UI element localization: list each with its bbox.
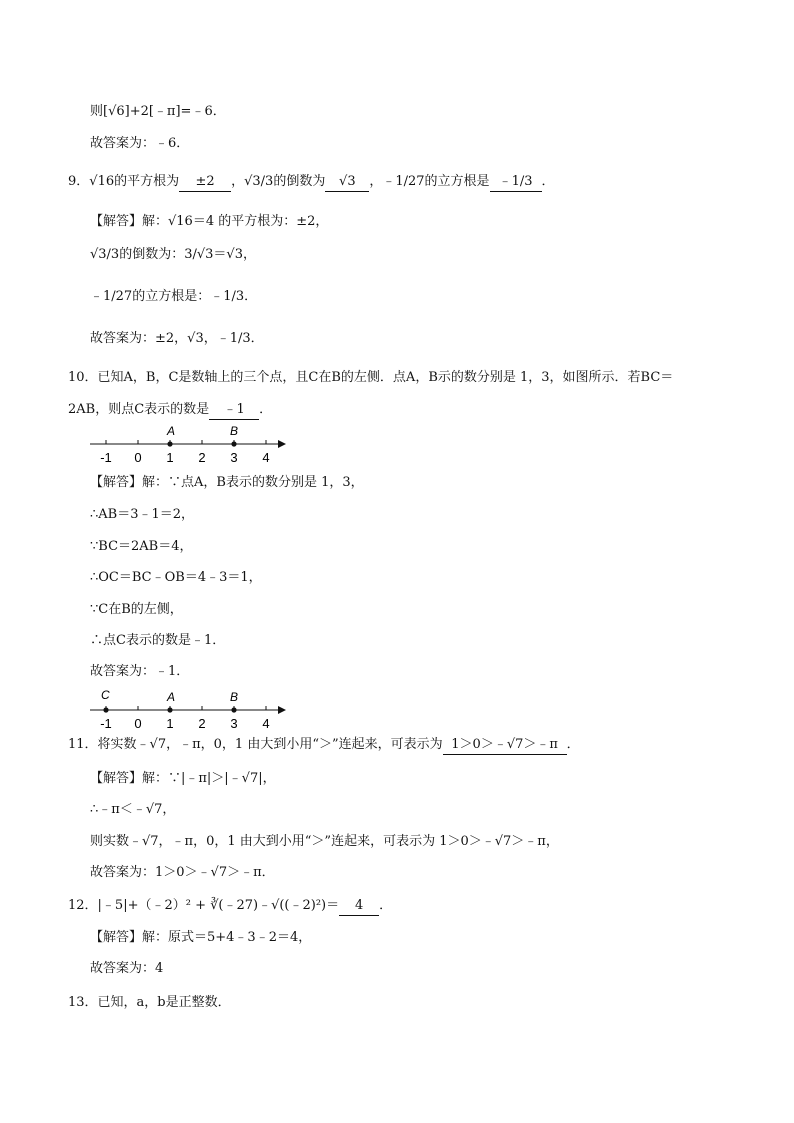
tick-label: 3 [230, 450, 238, 465]
answer-10-line-7: 故答案为：﹣1． [90, 664, 190, 679]
answer-10-line-6: ∴点C表示的数是﹣1． [90, 633, 226, 648]
q10-text: 2AB，则点C表示的数是 [68, 402, 210, 417]
point-b-marker [231, 441, 236, 446]
answer-11-line-3: 则实数﹣√7，﹣π，0，1 由大到小用“＞”连起来，可表示为 1＞0＞﹣√7＞﹣π， [90, 834, 559, 849]
q9-blank-1: ±2 [179, 173, 231, 192]
question-9 [68, 173, 555, 192]
q10-blank: ﹣1 [209, 401, 259, 420]
tick-label: 3 [230, 716, 238, 731]
q9-blank-2: √3 [325, 173, 369, 192]
answer-9-line-4: 故答案为：±2，√3，﹣1/3． [90, 331, 264, 346]
q12-blank: 4 [339, 897, 379, 916]
answer-9-line-3: ﹣1/27的立方根是：﹣1/3． [90, 289, 258, 304]
question-12 [68, 897, 392, 916]
point-a-marker [167, 707, 172, 712]
point-b-label: B [230, 690, 239, 704]
q9-number: 9． [68, 174, 90, 189]
tick-label: 2 [198, 716, 206, 731]
question-10-line-1: 10．已知A，B，C是数轴上的三个点，且C在B的左侧．点A，B示的数分别是 1，3，如图所示．若BC＝ [68, 370, 674, 385]
tick-label: -1 [100, 450, 112, 465]
answer-11-line-4: 故答案为：1＞0＞﹣√7＞﹣π． [90, 865, 275, 880]
answer-11-line-1: 【解答】解：∵|﹣π|＞|﹣√7|， [90, 771, 276, 786]
point-a-label: A [167, 690, 176, 704]
answer-10-line-3: ∵BC＝2AB＝4， [90, 539, 193, 554]
q9-text-d: ，﹣1/27的立方根是 [369, 174, 490, 189]
q11-text-end: ． [566, 737, 580, 752]
point-c-marker [103, 707, 108, 712]
q12-text-end: ． [379, 898, 393, 913]
point-a-marker [167, 441, 172, 446]
tick-label: 4 [262, 450, 270, 465]
tick-label: 4 [262, 716, 270, 731]
tick-label: 0 [134, 450, 142, 465]
answer-12-line-2: 故答案为：4 [90, 961, 164, 976]
question-11 [68, 736, 580, 755]
q11-text: 11．将实数﹣√7，﹣π，0，1 由大到小用“＞”连起来，可表示为 [68, 737, 443, 752]
answer-9-line-2: √3/3的倒数为：3/√3＝√3， [90, 247, 256, 262]
answer-11-line-2: ∴﹣π＜﹣√7， [90, 802, 176, 817]
tick-label: 1 [166, 450, 174, 465]
answer-12-line-1: 【解答】解：原式＝5+4﹣3﹣2＝4， [90, 930, 312, 945]
q12-text: 12．|﹣5|+（﹣2）² + ∛(﹣27)﹣√((﹣2)²)＝ [68, 898, 340, 913]
line-solution-prev: 则[√6]+2[﹣π]=﹣6． [90, 104, 226, 119]
tick-label: -1 [100, 716, 112, 731]
answer-10-line-2: ∴AB＝3﹣1＝2， [90, 507, 195, 522]
question-10-line-2 [68, 401, 272, 420]
tick-label: 2 [198, 450, 206, 465]
tick-label: 1 [166, 716, 174, 731]
answer-10-line-4: ∴OC＝BC﹣OB＝4﹣3＝1， [90, 570, 262, 585]
q9-text-e: ． [541, 174, 555, 189]
answer-10-line-5: ∵C在B的左侧， [90, 602, 183, 617]
point-b-label: B [230, 424, 239, 438]
q9-text-c: ，√3/3的倒数为 [231, 174, 326, 189]
q9-blank-3: ﹣1/3 [490, 173, 542, 192]
q9-text-a: √16的平方根为 [89, 174, 180, 189]
question-13: 13．已知，a，b是正整数． [68, 995, 231, 1010]
point-c-label: C [101, 688, 110, 702]
number-line-figure-2 [88, 686, 288, 732]
tick-label: 0 [134, 716, 142, 731]
point-a-label: A [167, 424, 176, 438]
line-answer-prev: 故答案为：﹣6． [90, 136, 190, 151]
answer-9-line-1: 【解答】解：√16＝4 的平方根为：±2， [90, 214, 329, 229]
point-b-marker [231, 707, 236, 712]
q11-blank: 1＞0＞﹣√7＞﹣π [443, 736, 567, 755]
answer-10-line-1: 【解答】解：∵点A，B表示的数分别是 1，3， [90, 475, 364, 490]
q10-text-end: ． [259, 402, 273, 417]
number-line-figure-1 [88, 420, 288, 466]
